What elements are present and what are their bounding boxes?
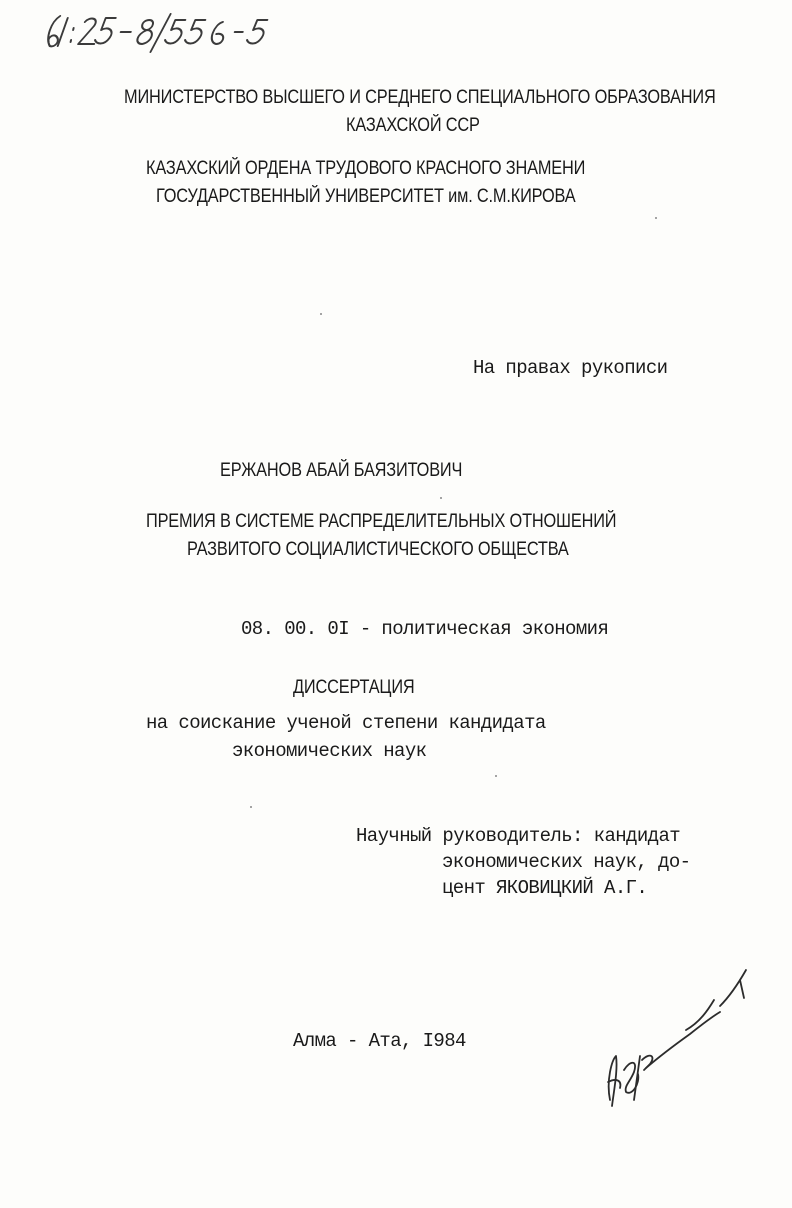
university-line-1: КАЗАХСКИЙ ОРДЕНА ТРУДОВОГО КРАСНОГО ЗНАМЕНИ [146, 158, 586, 179]
supervisor-line-1: Научный руководитель: кандидат [356, 825, 681, 847]
supervisor-line-2: экономических наук, до- [442, 851, 691, 873]
place-and-year: Алма - Ата, I984 [293, 1030, 466, 1052]
dissertation-title-line-1: ПРЕМИЯ В СИСТЕМЕ РАСПРЕДЕЛИТЕЛЬНЫХ ОТНОШЕНИЙ [146, 511, 617, 532]
degree-line-2: экономических наук [232, 740, 427, 762]
specialty-code: 08. 00. 0I - политическая экономия [241, 618, 609, 640]
manuscript-rights-note: На правах рукописи [473, 357, 668, 379]
degree-line-1: на соискание ученой степени кандидата [146, 712, 546, 734]
handwritten-number-drawing [38, 8, 308, 54]
ministry-line-1: МИНИСТЕРСТВО ВЫСШЕГО И СРЕДНЕГО СПЕЦИАЛЬНОГО ОБРАЗОВАНИЯ [124, 87, 716, 108]
paper-speck [655, 217, 657, 219]
author-name: ЕРЖАНОВ АБАЙ БАЯЗИТОВИЧ [220, 460, 463, 481]
ministry-line-2: КАЗАХСКОЙ ССР [346, 115, 480, 136]
paper-speck [495, 775, 497, 777]
paper-speck [250, 806, 252, 808]
paper-speck [320, 313, 322, 315]
handwritten-archive-number [36, 8, 308, 63]
dissertation-title-line-2: РАЗВИТОГО СОЦИАЛИСТИЧЕСКОГО ОБЩЕСТВА [187, 539, 569, 560]
paper-speck [440, 497, 442, 499]
dissertation-label: ДИССЕРТАЦИЯ [293, 677, 415, 698]
handwritten-signature [590, 960, 760, 1130]
supervisor-line-3: цент ЯКОВИЦКИЙ А.Г. [442, 877, 648, 899]
university-line-2: ГОСУДАРСТВЕННЫЙ УНИВЕРСИТЕТ им. С.М.КИРОВА [156, 186, 576, 207]
